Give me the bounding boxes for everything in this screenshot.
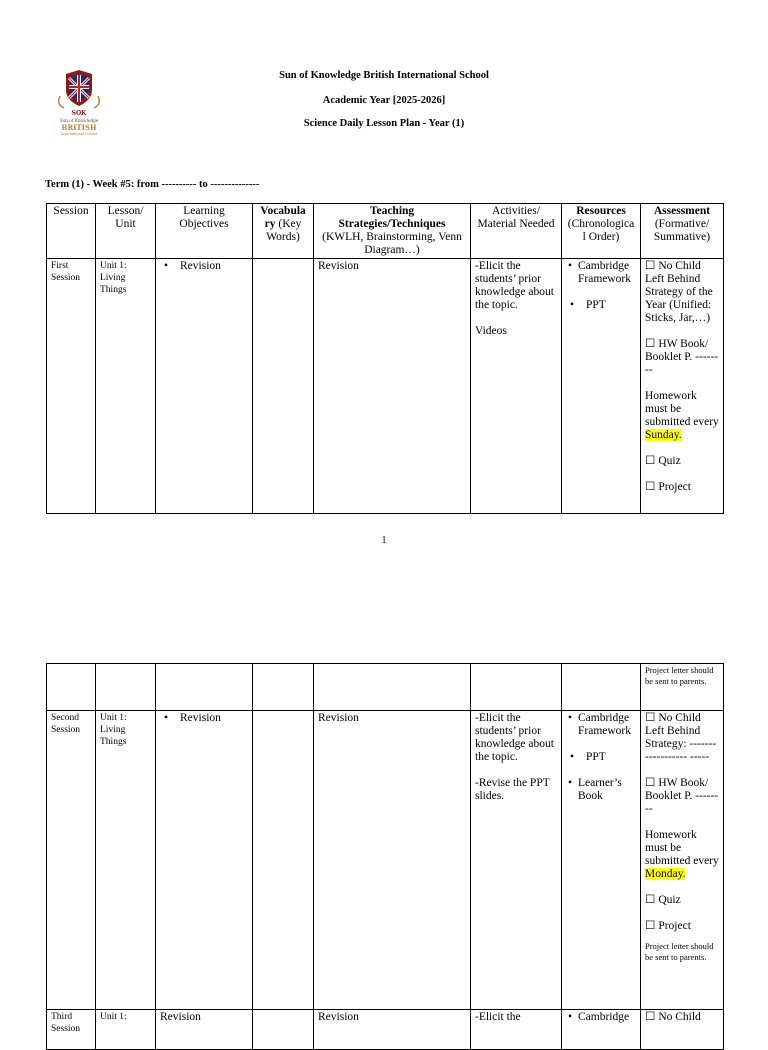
col-lesson: Lesson/ Unit bbox=[96, 204, 156, 259]
assessment-cell: ☐ No Child Left Behind Strategy of the Year (Unified: Sticks, Jar,…) ☐ HW Book/ Booklet P. -------- Homework must be submitted every Sunday. ☐ Quiz ☐ Project bbox=[641, 259, 724, 514]
term-week: Term (1) - Week #5: from ---------- to -------------- bbox=[45, 179, 260, 190]
unit-cell: Unit 1: Living Things bbox=[96, 259, 156, 514]
activity-cell: -Elicit the students’ prior knowledge about the topic. -Revise the PPT slides. bbox=[471, 711, 562, 1010]
lesson-plan-table-page2 bbox=[46, 663, 724, 1050]
objective-cell: • Revision bbox=[156, 259, 253, 514]
col-vocabulary: Vocabula ry (Key Words) bbox=[253, 204, 314, 259]
strategy-cell: Revision bbox=[314, 711, 471, 1010]
project-note: Project letter should be sent to parents. bbox=[641, 664, 724, 711]
unit-cell: Unit 1: Living Things bbox=[96, 711, 156, 1010]
table-row bbox=[47, 711, 724, 1010]
col-resources: Resources (Chronologica l Order) bbox=[562, 204, 641, 259]
checkbox-icon bbox=[645, 777, 658, 789]
objective-cell: Revision bbox=[156, 1010, 253, 1050]
session-cell: Third Session bbox=[47, 1010, 96, 1050]
vocabulary-cell bbox=[253, 711, 314, 1010]
svg-text:SOK: SOK bbox=[71, 110, 87, 117]
assessment-cell: ☐ No Child Left Behind Strategy: ------------------ ----- ☐ HW Book/ Booklet P. -------- Homework must be submitted every Monday. ☐ Quiz ☐ Project Project letter should be sent to parents. bbox=[641, 711, 724, 1010]
col-teaching: Teaching Strategies/Techniques (KWLH, Brainstorming, Venn Diagram…) bbox=[314, 204, 471, 259]
vocabulary-cell bbox=[253, 1010, 314, 1050]
col-activities: Activities/ Material Needed bbox=[471, 204, 562, 259]
col-assessment: Assessment (Formative/ Summative) bbox=[641, 204, 724, 259]
checkbox-icon bbox=[645, 455, 658, 467]
session-cell: Second Session bbox=[47, 711, 96, 1010]
resources-cell: • Cambridge bbox=[562, 1010, 641, 1050]
highlighted-day: Monday. bbox=[645, 868, 686, 880]
objective-cell: • Revision bbox=[156, 711, 253, 1010]
checkbox-icon bbox=[645, 481, 658, 493]
col-objectives: Learning Objectives bbox=[156, 204, 253, 259]
svg-text:BRITISH: BRITISH bbox=[61, 123, 97, 132]
lesson-plan-table-page1 bbox=[46, 203, 724, 514]
resources-cell: • Cambridge Framework • PPT bbox=[562, 259, 641, 514]
activity-cell: -Elicit the bbox=[471, 1010, 562, 1050]
col-session: Session bbox=[47, 204, 96, 259]
vocabulary-cell bbox=[253, 259, 314, 514]
highlighted-day: Sunday. bbox=[645, 429, 682, 441]
table-row bbox=[47, 259, 724, 514]
plan-title: Science Daily Lesson Plan - Year (1) bbox=[303, 118, 465, 129]
resources-cell: • Cambridge Framework • PPT • Learner’s Book bbox=[562, 711, 641, 1010]
checkbox-icon bbox=[645, 338, 658, 350]
session-cell: First Session bbox=[47, 259, 96, 514]
page-number: 1 bbox=[381, 535, 387, 546]
svg-text:International School: International School bbox=[60, 132, 98, 136]
assessment-cell: ☐ No Child bbox=[641, 1010, 724, 1050]
table-row bbox=[47, 1010, 724, 1050]
unit-cell: Unit 1: bbox=[96, 1010, 156, 1050]
strategy-cell: Revision bbox=[314, 259, 471, 514]
checkbox-icon bbox=[645, 920, 658, 932]
table-row bbox=[47, 664, 724, 711]
checkbox-icon bbox=[645, 260, 658, 272]
strategy-cell: Revision bbox=[314, 1010, 471, 1050]
academic-year: Academic Year [2025-2026] bbox=[322, 95, 446, 106]
svg-text:Sun of Knowledge: Sun of Knowledge bbox=[59, 118, 99, 123]
checkbox-icon bbox=[645, 712, 658, 724]
activity-cell: -Elicit the students’ prior knowledge about the topic. Videos bbox=[471, 259, 562, 514]
checkbox-icon bbox=[645, 894, 658, 906]
table-header-row bbox=[47, 204, 724, 259]
checkbox-icon bbox=[645, 1011, 658, 1023]
school-name: Sun of Knowledge British International School bbox=[279, 70, 489, 81]
project-note: Project letter should be sent to parents. bbox=[645, 941, 714, 962]
